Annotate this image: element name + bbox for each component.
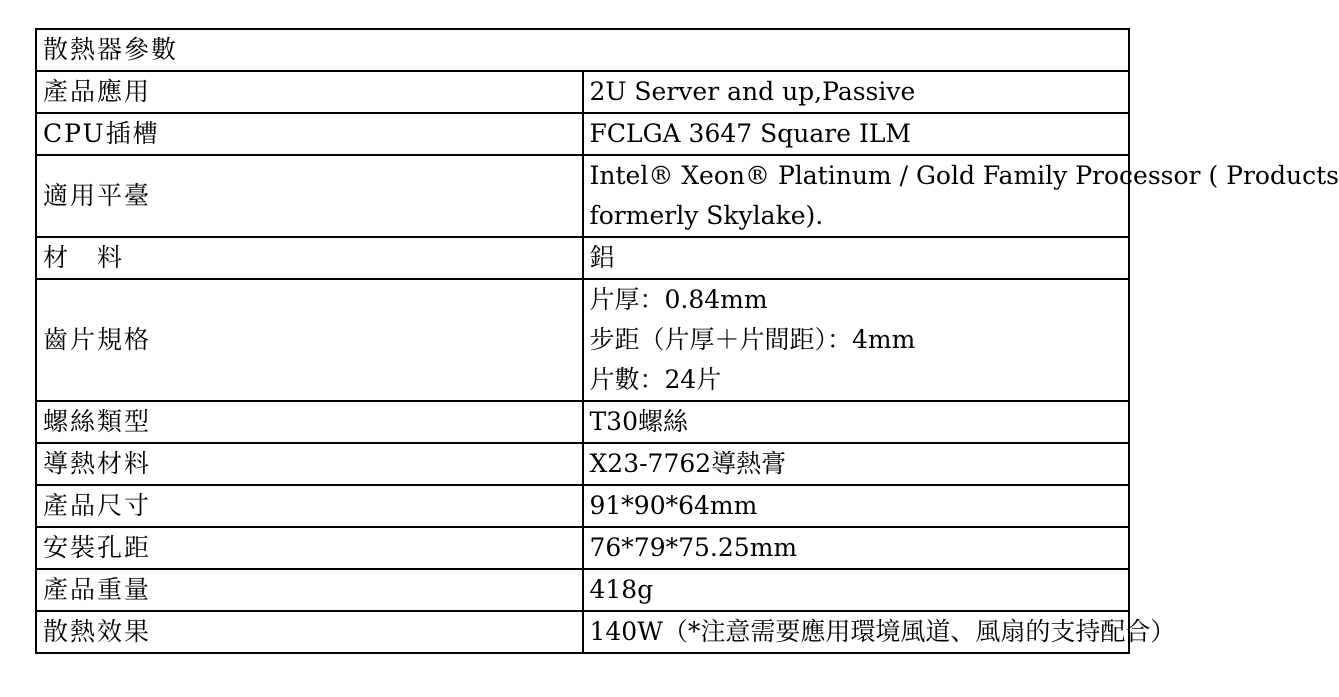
row-label-cpu-socket: CPU插槽 — [36, 113, 583, 155]
table-row — [36, 401, 1129, 443]
row-label-screw-type: 螺絲類型 — [36, 401, 583, 443]
row-label-material: 材 料 — [36, 237, 583, 279]
value-line: FCLGA 3647 Square ILM — [589, 119, 912, 148]
value-line: T30螺絲 — [589, 407, 688, 436]
table-row — [36, 485, 1129, 527]
table-row — [36, 113, 1129, 155]
row-label-thermal-material: 導熱材料 — [36, 443, 583, 485]
value-line: 鋁 — [589, 243, 615, 272]
row-label-hole-spacing: 安裝孔距 — [36, 527, 583, 569]
table-row — [36, 155, 1129, 237]
row-label-cooling-performance: 散熱效果 — [36, 611, 583, 653]
row-value-cooling-performance — [583, 611, 1176, 653]
row-label-dimensions: 產品尺寸 — [36, 485, 583, 527]
value-line: 步距（片厚＋片間距）：4mm — [589, 325, 916, 354]
table-row — [36, 71, 1129, 113]
row-value-weight — [583, 569, 1130, 611]
value-line: 2U Server and up,Passive — [589, 77, 916, 106]
value-line: 76*79*75.25mm — [589, 533, 798, 562]
table-row — [36, 527, 1129, 569]
value-line: 片數：24片 — [589, 365, 722, 394]
value-line: X23-7762導熱膏 — [589, 449, 787, 478]
table-row — [36, 611, 1129, 653]
row-value-hole-spacing — [583, 527, 1130, 569]
value-line: 140W（*注意需要應用環境風道、風扇的支持配合） — [589, 617, 1176, 646]
row-label-fin-spec: 齒片規格 — [36, 279, 583, 401]
table-row — [36, 279, 1129, 401]
value-line: formerly Skylake). — [589, 201, 824, 230]
table-title-row — [36, 29, 1129, 71]
heatsink-spec-table — [35, 28, 1339, 654]
table-row — [36, 443, 1129, 485]
row-label-platform: 適用平臺 — [36, 155, 583, 237]
row-value-dimensions — [583, 485, 1130, 527]
table-title: 散熱器參數 — [36, 29, 1129, 71]
row-value-cpu-socket — [583, 113, 1130, 155]
table-row — [36, 569, 1129, 611]
table-row — [36, 237, 1129, 279]
row-value-screw-type — [583, 401, 1130, 443]
row-label-application: 產品應用 — [36, 71, 583, 113]
row-value-fin-spec — [583, 279, 1130, 401]
row-value-thermal-material — [583, 443, 1130, 485]
value-line: Intel® Xeon® Platinum / Gold Family Processor ( Products — [589, 161, 1339, 190]
row-value-material — [583, 237, 1130, 279]
row-label-weight: 產品重量 — [36, 569, 583, 611]
value-line: 91*90*64mm — [589, 491, 758, 520]
value-line: 片厚：0.84mm — [589, 285, 768, 314]
value-line: 418g — [589, 575, 654, 604]
row-value-application — [583, 71, 1130, 113]
row-value-platform — [583, 155, 1339, 237]
